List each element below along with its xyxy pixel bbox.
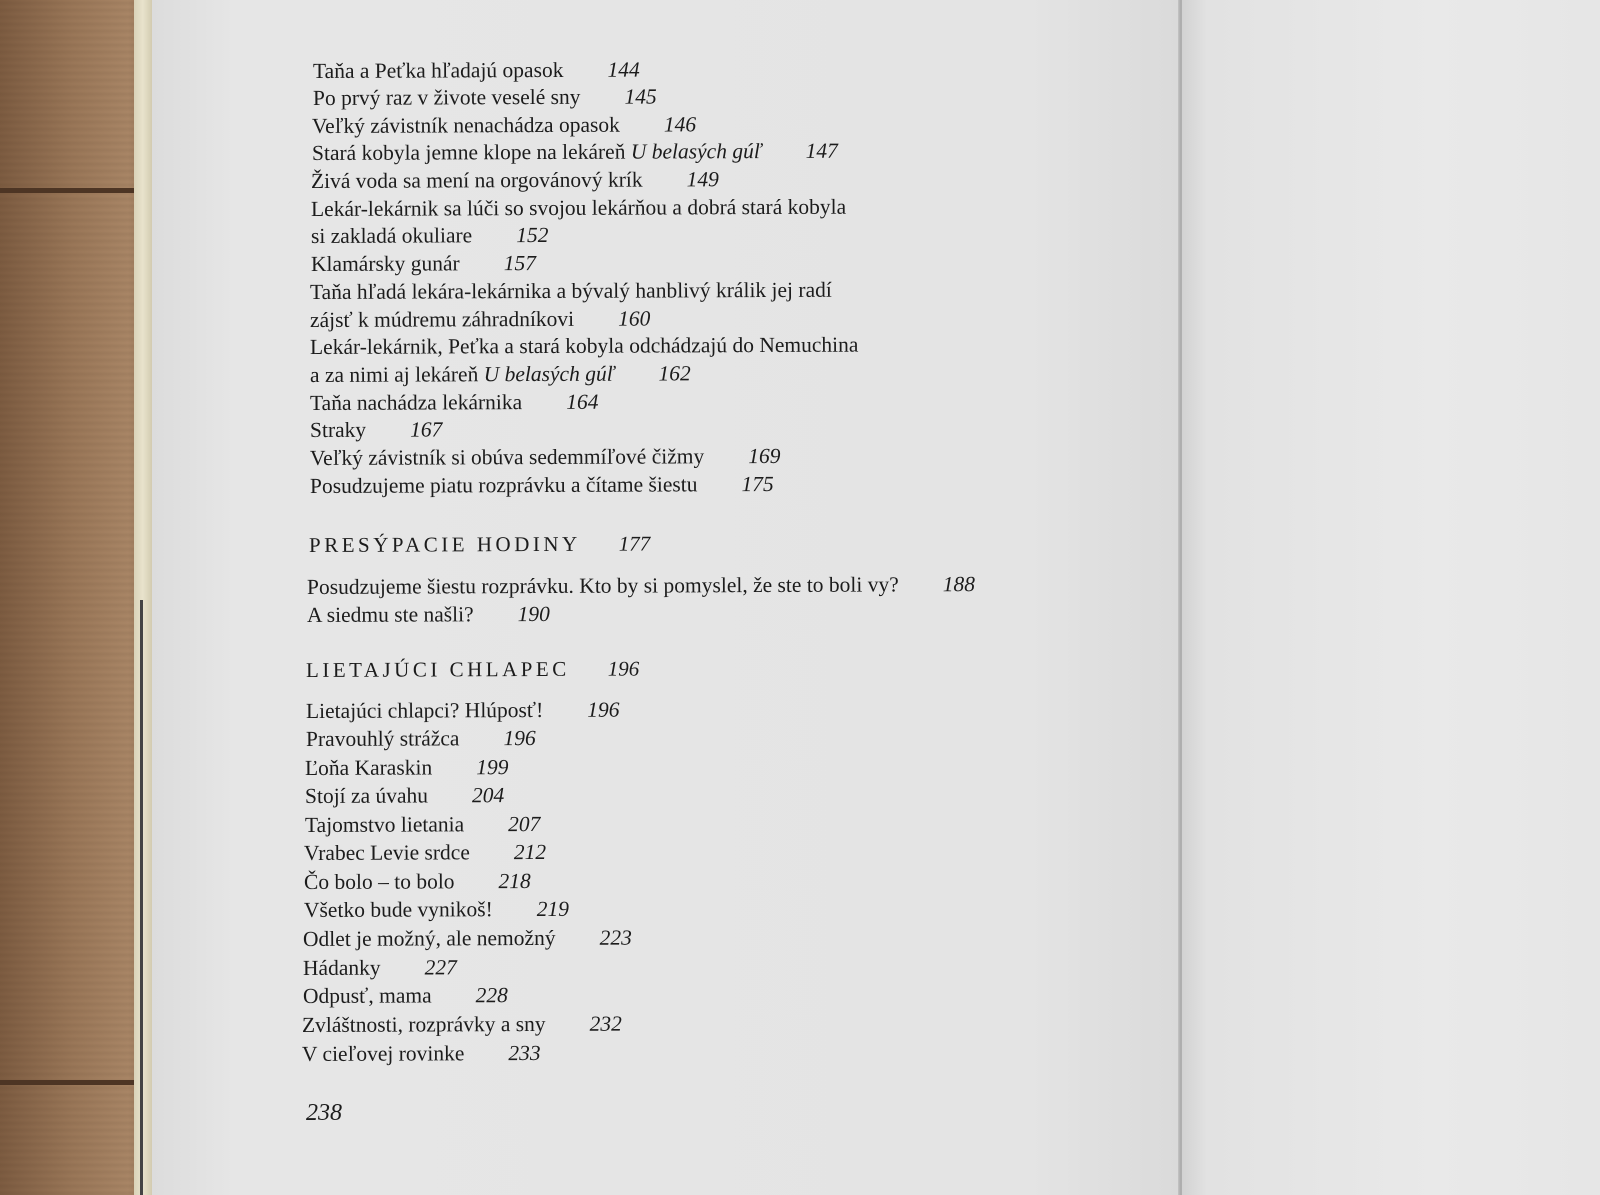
toc-entry: Vrabec Levie srdce 212 — [303, 839, 547, 865]
toc-entry: Lekár-lekárnik, Peťka a stará kobyla odchádzajú do Nemuchina — [309, 332, 859, 359]
toc-entry: Taňa a Peťka hľadajú opasok 144 — [312, 57, 640, 83]
toc-entry: si zakladá okuliare 152 — [310, 222, 549, 248]
toc-entry: Taňa hľadá lekára-lekárnika a bývalý hanblivý králik jej radí — [309, 277, 832, 304]
toc-entry: Klamársky gunár 157 — [310, 251, 536, 276]
toc-entry: Pravouhlý strážca 196 — [305, 725, 536, 751]
toc-entry: Lekár-lekárnik sa lúči so svojou lekárňou a dobrá stará kobyla — [310, 194, 847, 221]
toc-entry: Hádanky 227 — [302, 955, 457, 980]
toc-entry: A siedmu ste našli? 190 — [306, 601, 550, 627]
toc-entry: Zvláštnosti, rozprávky a sny 232 — [301, 1011, 622, 1037]
toc-entry: Veľký závistník si obúva sedemmíľové čižmy 169 — [309, 443, 781, 470]
toc-entry: Odpusť, mama 228 — [302, 983, 508, 1008]
toc-entry: Živá voda sa mení na orgovánový krík 149 — [310, 167, 719, 193]
toc-entry: Straky 167 — [309, 417, 443, 442]
toc-entry: Čo bolo – to bolo 218 — [303, 869, 531, 894]
toc-entry: Taňa nachádza lekárnika 164 — [309, 389, 599, 415]
toc-entry: Tajomstvo lietania 207 — [304, 811, 541, 837]
toc-entry: zájsť k múdremu záhradníkovi 160 — [309, 306, 651, 332]
toc-entry: V cieľovej rovinke 233 — [301, 1040, 541, 1066]
toc-entry: Stojí za úvahu 204 — [304, 783, 505, 808]
toc-entry: Po prvý raz v živote veselé sny 145 — [312, 84, 657, 110]
toc-entry: Všetko bude vynikoš! 219 — [303, 896, 570, 922]
toc-entry: Ľoňa Karaskin 199 — [304, 755, 509, 780]
toc-entry: a za nimi aj lekáreň U belasých gúľ 162 — [309, 361, 691, 387]
toc-entry: Stará kobyla jemne klope na lekáreň U belasých gúľ 147 — [311, 138, 838, 165]
section-heading: PRESÝPACIE HODINY 177 — [308, 531, 651, 557]
toc-entry: Veľký závistník nenachádza opasok 146 — [311, 112, 697, 138]
page-number: 238 — [306, 1100, 342, 1126]
section-heading: LIETAJÚCI CHLAPEC 196 — [305, 656, 640, 682]
toc-entry: Posudzujeme piatu rozprávku a čítame šiestu 175 — [309, 471, 774, 498]
toc-entry: Odlet je možný, ale nemožný 223 — [302, 925, 632, 951]
toc-entry: Posudzujeme šiestu rozprávku. Kto by si pomyslel, že ste to boli vy? 188 — [306, 572, 976, 599]
toc-entry: Lietajúci chlapci? Hlúposť! 196 — [305, 697, 620, 723]
